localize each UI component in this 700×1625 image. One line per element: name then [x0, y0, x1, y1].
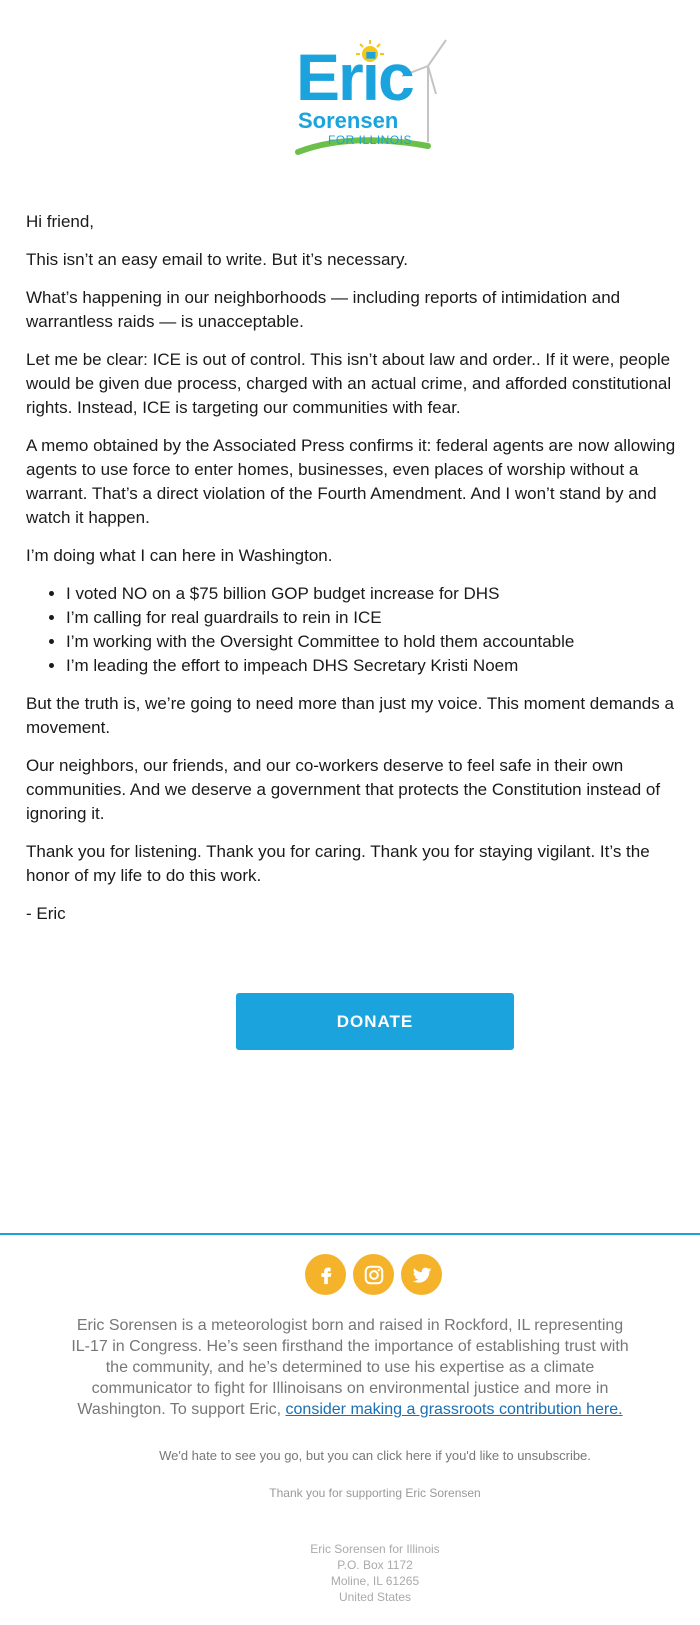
paragraph-line: warrant. That’s a direct violation of the Fourth Amendment. And I won’t stand by and [26, 484, 657, 503]
paragraph-line: What’s happening in our neighborhoods — including reports of intimidation and [26, 288, 621, 307]
paragraph-6 [26, 692, 700, 740]
paragraph-line: movement. [26, 718, 111, 737]
paragraph-line: A memo obtained by the Associated Press confirms it: federal agents are now allowing [26, 436, 676, 455]
paragraph-2 [26, 286, 700, 334]
accomplishments-list [26, 582, 700, 678]
about-line: Washington. To support Eric, [77, 1401, 286, 1418]
paragraph-line: Let me be clear: ICE is out of control. This isn’t about law and order.. If it were, people [26, 350, 671, 369]
address-line: Moline, IL 61265 [330, 1574, 420, 1588]
campaign-logo [290, 36, 460, 166]
paragraph-line: Our neighbors, our friends, and our co-workers deserve to feel safe in their own [26, 756, 624, 775]
logo-tagline: FOR ILLINOIS [328, 133, 413, 147]
contribution-link[interactable]: consider making a grassroots contribution here. [285, 1401, 623, 1418]
facebook-icon [315, 1264, 337, 1286]
paragraph-line: would be given due process, charged with an actual crime, and afforded constitutional [26, 374, 672, 393]
paragraph-line: communities. And we deserve a government that protects the Constitution instead of [26, 780, 661, 799]
twitter-icon [411, 1264, 433, 1286]
paragraph-line: ignoring it. [26, 804, 105, 823]
list-item: • I’m working with the Oversight Committee to hold them accountable [66, 630, 700, 654]
paragraph-3 [26, 348, 700, 420]
about-line: Eric Sorensen is a meteorologist born and raised in Rockford, IL representing [76, 1317, 624, 1334]
paragraph-line: Thank you for listening. Thank you for caring. Thank you for staying vigilant. It’s the [26, 842, 650, 861]
paragraph-7 [26, 754, 700, 826]
social-links [305, 1254, 445, 1296]
paragraph-line: warrantless raids — is unacceptable. [26, 312, 304, 331]
about-line: communicator to fight for Illinoisans on environmental justice and more in [91, 1380, 609, 1397]
list-item: • I voted NO on a $75 billion GOP budget increase for DHS [66, 582, 700, 606]
list-item: • I’m calling for real guardrails to rein in ICE [66, 606, 700, 630]
paragraph-1: This isn’t an easy email to write. But it’s necessary. [26, 250, 409, 269]
about-eric [60, 1315, 640, 1420]
donate-button[interactable]: DONATE [236, 993, 514, 1050]
email-body [26, 210, 700, 940]
signoff: - Eric [26, 904, 66, 923]
paragraph-4 [26, 434, 700, 530]
paragraph-line: rights. Instead, ICE is targeting our communities with fear. [26, 398, 461, 417]
about-line: the community, and he’s determined to use his expertise as a climate [105, 1359, 595, 1376]
paragraph-5: I’m doing what I can here in Washington. [26, 546, 333, 565]
paragraph-line: But the truth is, we’re going to need more than just my voice. This moment demands a [26, 694, 674, 713]
paragraph-line: watch it happen. [26, 508, 150, 527]
twitter-link[interactable] [401, 1254, 442, 1295]
thanks-text: Thank you for supporting Eric Sorensen [269, 1486, 481, 1500]
mailing-address [0, 1541, 700, 1605]
paragraph-line: honor of my life to do this work. [26, 866, 262, 885]
facebook-link[interactable] [305, 1254, 346, 1295]
instagram-link[interactable] [353, 1254, 394, 1295]
address-line: P.O. Box 1172 [337, 1558, 413, 1572]
address-line: United States [338, 1590, 412, 1604]
list-item: • I’m leading the effort to impeach DHS Secretary Kristi Noem [66, 654, 700, 678]
paragraph-8 [26, 840, 700, 888]
logo-last-name: Sorensen [298, 108, 399, 133]
paragraph-line: agents to use force to enter homes, businesses, even places of worship without a [26, 460, 639, 479]
greeting: Hi friend, [26, 212, 95, 231]
unsubscribe-text[interactable]: We'd hate to see you go, but you can click here if you'd like to unsubscribe. [159, 1448, 591, 1463]
address-line: Eric Sorensen for Illinois [310, 1542, 440, 1556]
logo-first-name: Eric [296, 40, 413, 114]
about-line: IL-17 in Congress. He’s seen firsthand the importance of establishing trust with [71, 1338, 629, 1355]
footer-divider [0, 1233, 700, 1235]
instagram-icon [363, 1264, 385, 1286]
